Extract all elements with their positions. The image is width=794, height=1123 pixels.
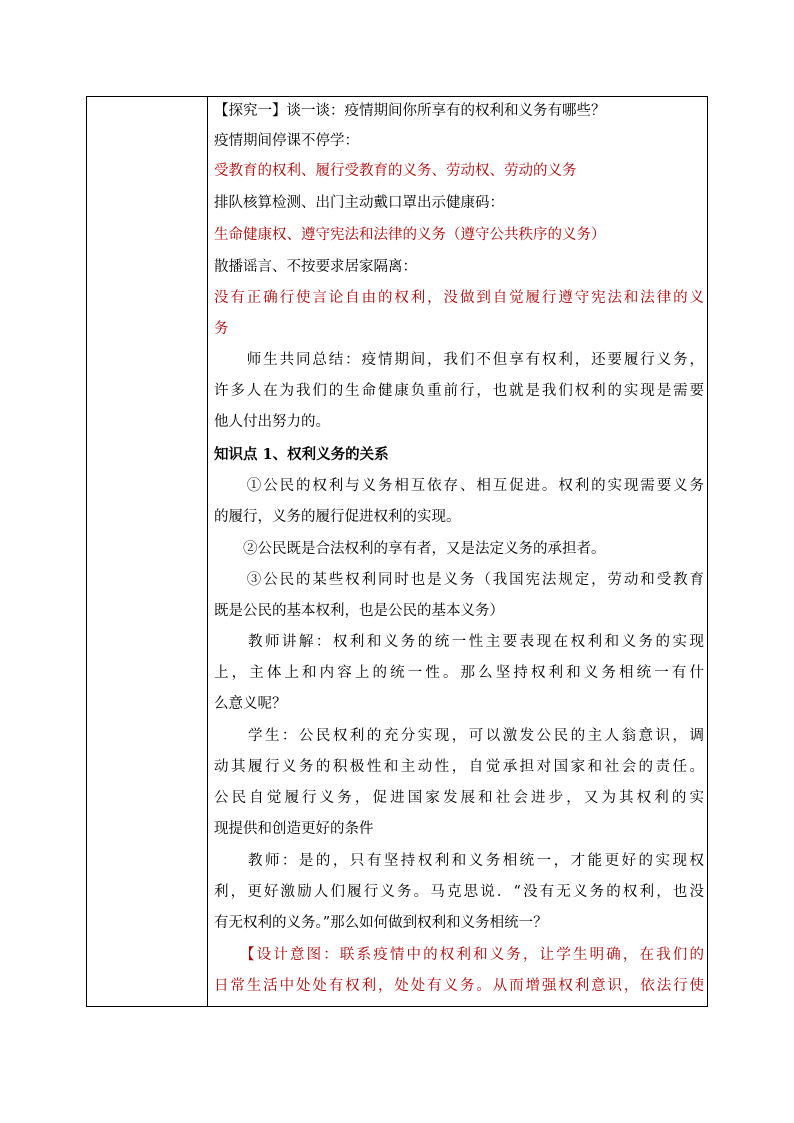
text-line: 有无权利的义务。”那么如何做到权利和义务相统一？ bbox=[214, 915, 548, 931]
column-divider bbox=[207, 97, 208, 1006]
text-line: 教师讲解：权利和义务的统一性主要表现在权利和义务的实现 bbox=[214, 634, 704, 650]
text-line: 动其履行义务的积极性和主动性，自觉承担对国家和社会的责任。 bbox=[214, 759, 704, 775]
text-line: 务 bbox=[214, 321, 229, 337]
text-line: 生命健康权、遵守宪法和法律的义务（遵守公共秩序的义务） bbox=[214, 227, 606, 243]
text-line: 受教育的权利、履行受教育的义务、劳动权、劳动的义务 bbox=[214, 163, 577, 179]
text-line: 利，更好激励人们履行义务。马克思说．“没有无义务的权利，也没 bbox=[214, 884, 704, 900]
text-line: 他人付出努力的。 bbox=[214, 414, 330, 430]
text-line: 没有正确行使言论自由的权利，没做到自觉履行遵守宪法和法律的义 bbox=[214, 290, 704, 306]
text-line: 日常生活中处处有权利，处处有义务。从而增强权利意识，依法行使 bbox=[214, 978, 704, 994]
text-line: ③公民的某些权利同时也是义务（我国宪法规定，劳动和受教育 bbox=[214, 572, 704, 588]
text-line: 学生：公民权利的充分实现，可以激发公民的主人翁意识，调 bbox=[214, 728, 704, 744]
text-line: 上，主体上和内容上的统一性。那么坚持权利和义务相统一有什 bbox=[214, 665, 704, 681]
text-line: 散播谣言、不按要求居家隔离： bbox=[214, 259, 417, 275]
lesson-table bbox=[86, 96, 708, 1007]
text-line: 的履行，义务的履行促进权利的实现。 bbox=[214, 509, 461, 525]
text-line: ②公民既是合法权利的享有者，又是法定义务的承担者。 bbox=[214, 541, 606, 557]
text-line: 么意义呢？ bbox=[214, 696, 287, 712]
text-line: 知识点 1、权利义务的关系 bbox=[214, 446, 389, 463]
text-line: 既是公民的基本权利，也是公民的基本义务） bbox=[214, 603, 504, 619]
text-line: 公民自觉履行义务，促进国家发展和社会进步，又为其权利的实 bbox=[214, 790, 704, 806]
text-line: 师生共同总结：疫情期间，我们不但享有权利，还要履行义务， bbox=[214, 352, 704, 368]
text-line: 【探究一】谈一谈：疫情期间你所享有的权利和义务有哪些？ bbox=[214, 103, 606, 119]
text-line: ①公民的权利与义务相互依存、相互促进。权利的实现需要义务 bbox=[214, 478, 704, 494]
text-line: 现提供和创造更好的条件 bbox=[214, 821, 374, 837]
text-line: 【设计意图：联系疫情中的权利和义务，让学生明确，在我们的 bbox=[214, 947, 704, 963]
text-line: 疫情期间停课不停学： bbox=[214, 133, 359, 149]
text-line: 许多人在为我们的生命健康负重前行，也就是我们权利的实现是需要 bbox=[214, 383, 704, 399]
text-line: 教师：是的，只有坚持权利和义务相统一，才能更好的实现权 bbox=[214, 853, 704, 869]
text-line: 排队核算检测、出门主动戴口罩出示健康码： bbox=[214, 195, 504, 211]
